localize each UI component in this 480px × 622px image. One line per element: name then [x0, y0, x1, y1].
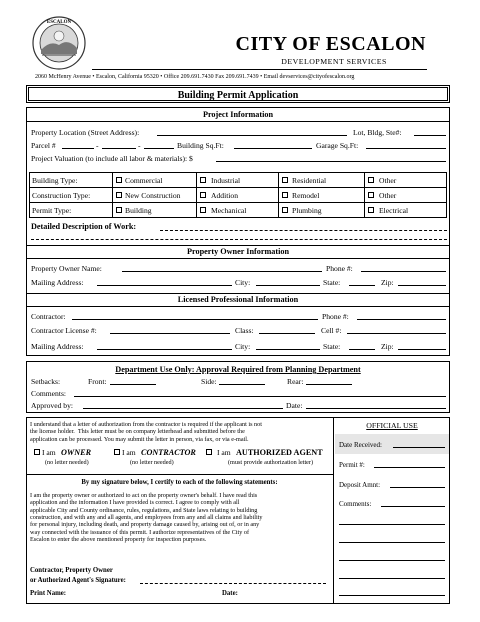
garage-sqft-field[interactable] — [366, 148, 446, 149]
addition-checkbox[interactable] — [200, 192, 206, 198]
industrial-option: Industrial — [211, 176, 241, 185]
contractor-phone-field[interactable] — [357, 319, 446, 320]
contractor-option: CONTRACTOR — [141, 448, 196, 457]
plumbing-checkbox[interactable] — [282, 207, 288, 213]
owner-city-field[interactable] — [256, 285, 320, 286]
print-name-label: Print Name: — [30, 590, 67, 597]
form-title: Building Permit Application — [177, 90, 299, 101]
garage-sqft-label: Garage Sq.Ft: — [316, 141, 359, 150]
description-field-2[interactable] — [31, 239, 447, 240]
contractor-prefix: I am — [122, 448, 136, 457]
owner-state-label: State: — [323, 278, 341, 287]
agent-checkbox[interactable] — [206, 449, 212, 455]
official-comments-field-5[interactable] — [339, 578, 445, 579]
owner-name-label: Property Owner Name: — [31, 264, 102, 273]
date-received-label: Date Received: — [339, 441, 382, 449]
parcel-field-1[interactable] — [62, 148, 94, 149]
license-label: Contractor License #: — [31, 326, 97, 335]
construction-other-checkbox[interactable] — [368, 192, 374, 198]
agent-option: AUTHORIZED AGENT — [236, 448, 323, 457]
agent-note: (must provide authorization letter) — [228, 459, 314, 466]
commercial-option: Commercial — [125, 176, 163, 185]
official-comments-label: Comments: — [339, 500, 372, 508]
construction-other-option: Other — [379, 191, 397, 200]
signature-label-1: Contractor, Property Owner — [30, 567, 113, 574]
owner-prefix: I am — [42, 448, 56, 457]
owner-name-field[interactable] — [122, 271, 322, 272]
mechanical-option: Mechanical — [211, 206, 247, 215]
owner-zip-field[interactable] — [398, 285, 446, 286]
svg-text:ESCALON: ESCALON — [46, 20, 72, 25]
dept-comments-field[interactable] — [74, 396, 446, 397]
certify-text: I am the property owner or authorized to act on the property owner's behalf. I have read this application and the information I have provided is correct. I agree to comply with all applicable City and County ordinance, rules, regulations, and State laws relating to building construction, and with any and all agents, and employees from any and all claims and liability for personal injury, including death, and property damage caused by, arising out of, or in any way connected with the issuance of this permit. I authorize representatives of the City of Escalon to enter the above mentioned property for inspection purposes. — [30, 492, 263, 543]
lot-label: Lot, Bldg, Ste#: — [353, 128, 402, 137]
agent-prefix: I am — [217, 448, 231, 457]
city-seal-icon — [32, 16, 86, 70]
building-sqft-field[interactable] — [234, 148, 312, 149]
permit-building-option: Building — [125, 206, 152, 215]
owner-mailing-field[interactable] — [97, 285, 232, 286]
section-title-owner: Property Owner Information — [186, 247, 290, 256]
owner-phone-field[interactable] — [361, 271, 446, 272]
owner-option: OWNER — [61, 448, 92, 457]
permit-number-label: Permit #: — [339, 461, 365, 469]
cell-field[interactable] — [347, 333, 446, 334]
contractor-label: Contractor: — [31, 312, 66, 321]
official-comments-field-1[interactable] — [381, 506, 445, 507]
lot-field[interactable] — [414, 135, 446, 136]
contractor-note: (no letter needed) — [130, 459, 174, 466]
official-use-title: OFFICIAL USE — [366, 421, 418, 430]
side-label: Side: — [201, 377, 217, 386]
parcel-field-2[interactable] — [102, 148, 136, 149]
authorization-text: I understand that a letter of authorization from the contractor is required if the applicant is not the license holder. This letter must be on company letterhead and submitted before the application can be processed. You may submit the letter in person, via fax, or via e-mail. — [30, 421, 262, 443]
remodel-checkbox[interactable] — [282, 192, 288, 198]
valuation-field[interactable] — [216, 161, 446, 162]
building-type-label: Building Type: — [32, 176, 78, 185]
approved-by-label: Approved by: — [31, 401, 73, 410]
location-label: Property Location (Street Address): — [31, 128, 140, 137]
electrical-option: Electrical — [379, 206, 409, 215]
owner-note: (no letter needed) — [45, 459, 89, 466]
form-title-box — [26, 85, 450, 103]
residential-checkbox[interactable] — [282, 177, 288, 183]
certify-heading: By my signature below, I certify to each of the following statements: — [81, 479, 278, 486]
addition-option: Addition — [211, 191, 239, 200]
owner-city-label: City: — [235, 278, 251, 287]
side-field[interactable] — [219, 384, 265, 385]
signature-date-label: Date: — [222, 590, 238, 597]
approved-by-field[interactable] — [83, 408, 283, 409]
owner-checkbox[interactable] — [34, 449, 40, 455]
contractor-state-field[interactable] — [349, 349, 375, 350]
dept-comments-label: Comments: — [31, 389, 67, 398]
owner-mailing-label: Mailing Address: — [31, 278, 84, 287]
plumbing-option: Plumbing — [292, 206, 322, 215]
mechanical-checkbox[interactable] — [200, 207, 206, 213]
owner-zip-label: Zip: — [381, 278, 394, 287]
contractor-zip-label: Zip: — [381, 342, 394, 351]
parcel-label: Parcel # — [31, 141, 56, 150]
contractor-zip-field[interactable] — [398, 349, 446, 350]
section-title-contractor: Licensed Professional Information — [177, 295, 299, 304]
electrical-checkbox[interactable] — [368, 207, 374, 213]
deposit-amount-label: Deposit Amnt: — [339, 481, 381, 489]
contractor-checkbox[interactable] — [114, 449, 120, 455]
class-label: Class: — [235, 326, 254, 335]
contractor-phone-label: Phone #: — [322, 312, 349, 321]
building-other-checkbox[interactable] — [368, 177, 374, 183]
dept-date-label: Date: — [286, 401, 303, 410]
contractor-mailing-label: Mailing Address: — [31, 342, 84, 351]
rear-label: Rear: — [287, 377, 304, 386]
remodel-option: Remodel — [292, 191, 320, 200]
residential-option: Residential — [292, 176, 327, 185]
permit-type-label: Permit Type: — [32, 206, 72, 215]
city-title: CITY OF ESCALON — [235, 33, 426, 55]
setbacks-label: Setbacks: — [31, 377, 61, 386]
signature-label-2: or Authorized Agent's Signature: — [30, 577, 126, 584]
contractor-city-field[interactable] — [256, 349, 320, 350]
permit-building-checkbox[interactable] — [116, 207, 122, 213]
department-name: DEVELOPMENT SERVICES — [281, 57, 387, 66]
permit-number-field[interactable] — [374, 467, 445, 468]
building-sqft-label: Building Sq.Ft: — [177, 141, 224, 150]
rear-field[interactable] — [306, 384, 352, 385]
description-label: Detailed Description of Work: — [31, 222, 137, 231]
section-title-project: Project Information — [202, 110, 274, 119]
official-comments-field-4[interactable] — [339, 560, 445, 561]
contractor-field[interactable] — [72, 319, 318, 320]
official-comments-field-2[interactable] — [339, 524, 445, 525]
official-comments-field-6[interactable] — [339, 595, 445, 596]
front-label: Front: — [88, 377, 107, 386]
new-construction-option: New Construction — [125, 191, 181, 200]
contact-address: 2060 McHenry Avenue • Escalon, California 95320 • Office 209.691.7430 Fax 209.691.7439 • Email devservices@cityofescalon.org — [35, 74, 355, 80]
contractor-state-label: State: — [323, 342, 341, 351]
new-construction-checkbox[interactable] — [116, 192, 122, 198]
valuation-label: Project Valuation (to include all labor & materials): $ — [31, 154, 193, 163]
deposit-amount-field[interactable] — [390, 487, 445, 488]
parcel-field-3[interactable] — [144, 148, 174, 149]
section-title-department: Department Use Only: Approval Required from Planning Department — [115, 365, 361, 374]
cell-label: Cell #: — [321, 326, 342, 335]
signature-field[interactable] — [140, 583, 326, 584]
owner-phone-label: Phone #: — [326, 264, 353, 273]
dept-date-field[interactable] — [306, 408, 446, 409]
front-field[interactable] — [110, 384, 156, 385]
contractor-mailing-field[interactable] — [97, 349, 232, 350]
industrial-checkbox[interactable] — [200, 177, 206, 183]
license-field[interactable] — [110, 333, 230, 334]
contractor-city-label: City: — [235, 342, 251, 351]
construction-type-label: Construction Type: — [32, 191, 91, 200]
official-comments-field-3[interactable] — [339, 542, 445, 543]
date-received-field[interactable] — [393, 447, 445, 448]
location-field[interactable] — [157, 135, 347, 136]
description-field-1[interactable] — [160, 230, 447, 231]
building-other-option: Other — [379, 176, 397, 185]
owner-state-field[interactable] — [349, 285, 375, 286]
class-field[interactable] — [259, 333, 315, 334]
commercial-checkbox[interactable] — [116, 177, 122, 183]
